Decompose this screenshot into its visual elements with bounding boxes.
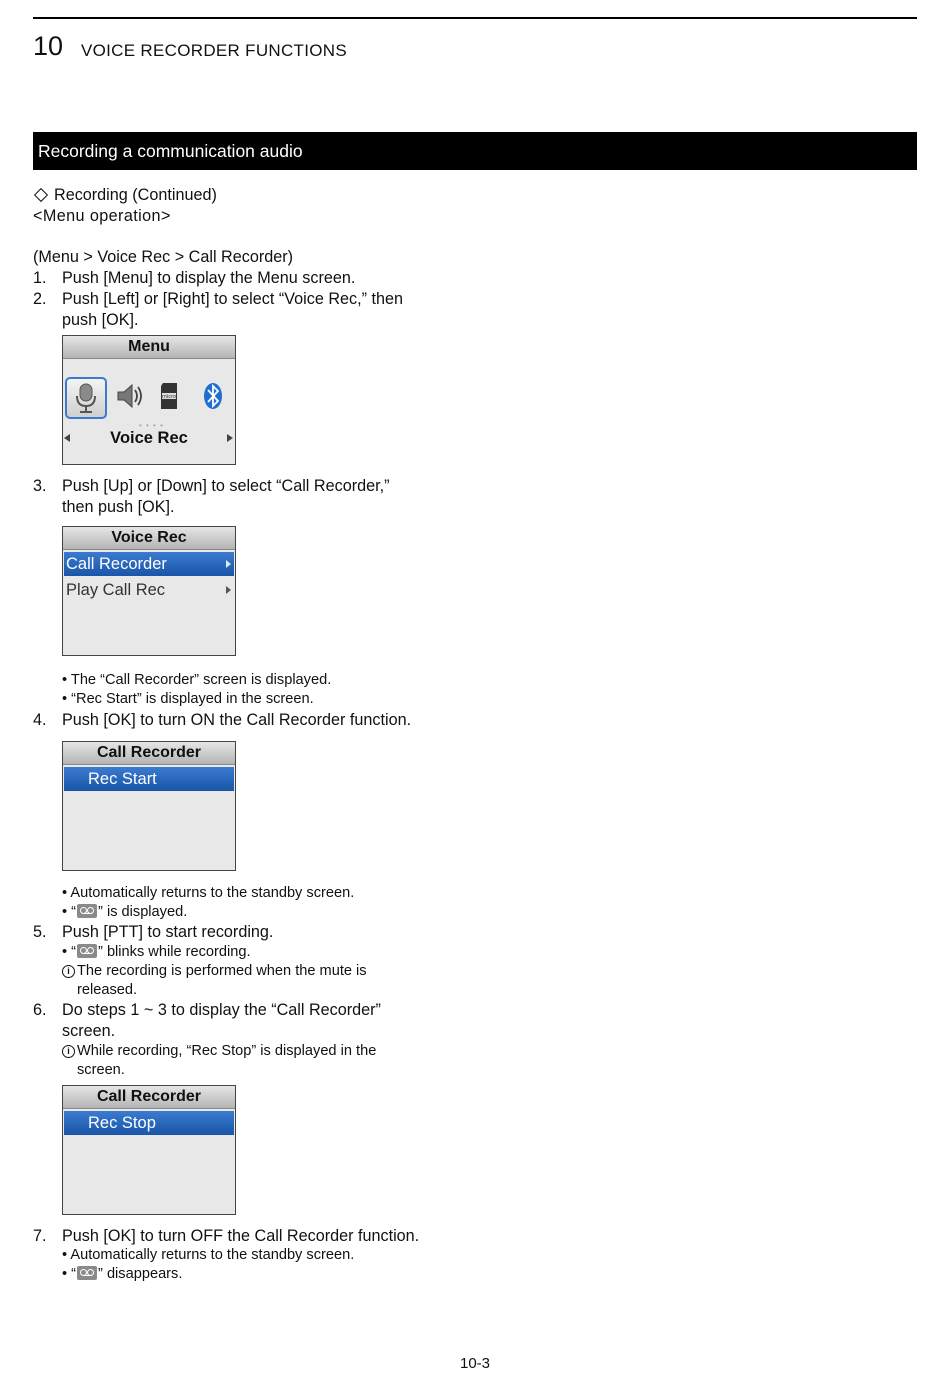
list-item-call-recorder: Call Recorder — [64, 552, 234, 576]
speaker-icon — [110, 377, 148, 415]
info-icon: i — [62, 965, 75, 978]
chapter-number: 10 — [33, 31, 64, 61]
step-text: then push [OK]. — [62, 498, 175, 516]
right-arrow-icon — [227, 434, 233, 442]
note: • The “Call Recorder” screen is displayed. — [62, 672, 332, 688]
menu-selected-label: Voice Rec — [110, 429, 188, 447]
step-number: 6. — [33, 1001, 47, 1019]
step-number: 3. — [33, 477, 47, 495]
chevron-right-icon — [226, 586, 231, 594]
step-text: Do steps 1 ~ 3 to display the “Call Recorder” — [62, 1001, 381, 1019]
menu-operation-label: <Menu operation> — [33, 207, 171, 225]
voice-record-icon — [77, 944, 97, 958]
step-text: Push [OK] to turn OFF the Call Recorder function. — [62, 1227, 420, 1245]
menu-path: (Menu > Voice Rec > Call Recorder) — [33, 248, 294, 266]
chapter-title: VOICE RECORDER FUNCTIONS — [81, 41, 347, 60]
header-rule — [33, 17, 917, 19]
screen-title: Call Recorder — [63, 1086, 235, 1109]
step-number: 4. — [33, 711, 47, 729]
svg-text:micro: micro — [161, 394, 177, 400]
list-item-play-call-rec: Play Call Rec — [64, 578, 234, 602]
chevron-right-icon — [226, 560, 231, 568]
note: • “ ” is displayed. — [62, 904, 188, 920]
note: • Automatically returns to the standby screen. — [62, 1247, 355, 1263]
screen-title: Voice Rec — [63, 527, 235, 550]
voice-record-icon — [77, 904, 97, 918]
screen-title: Menu — [63, 336, 235, 359]
microphone-icon — [65, 377, 107, 419]
info-note: i The recording is performed when the mute is — [62, 962, 367, 981]
step-number: 2. — [33, 290, 47, 308]
diamond-icon — [34, 188, 48, 202]
info-note: released. — [77, 982, 138, 998]
step-text: push [OK]. — [62, 311, 139, 329]
step-number: 5. — [33, 923, 47, 941]
voice-rec-screen — [62, 526, 236, 656]
step-text: Push [Menu] to display the Menu screen. — [62, 269, 356, 287]
call-recorder-stop-screen — [62, 1085, 236, 1215]
note: • “Rec Start” is displayed in the screen. — [62, 691, 314, 707]
call-recorder-start-screen — [62, 741, 236, 871]
voice-record-icon — [77, 1266, 97, 1280]
step-text: Push [Left] or [Right] to select “Voice Rec,” then — [62, 290, 404, 308]
step-number: 1. — [33, 269, 47, 287]
subheading: Recording (Continued) — [33, 185, 217, 205]
bluetooth-icon — [194, 377, 232, 415]
menu-screen — [62, 335, 236, 465]
info-note: screen. — [77, 1062, 125, 1078]
screen-title: Call Recorder — [63, 742, 235, 765]
step-text: Push [Up] or [Down] to select “Call Recorder,” — [62, 477, 390, 495]
page-dots: • • • • — [139, 421, 164, 430]
step-text: Push [OK] to turn ON the Call Recorder function. — [62, 711, 412, 729]
list-item-rec-start: Rec Start — [64, 767, 234, 791]
list-item-rec-stop: Rec Stop — [64, 1111, 234, 1135]
info-icon: i — [62, 1045, 75, 1058]
sd-card-icon — [151, 377, 189, 415]
section-title: Recording a communication audio — [38, 141, 303, 161]
note: • “ ” disappears. — [62, 1266, 183, 1282]
page-number: 10-3 — [459, 1355, 491, 1372]
info-note: i While recording, “Rec Stop” is displayed in the — [62, 1042, 376, 1061]
note: • Automatically returns to the standby screen. — [62, 885, 355, 901]
section-title-bar — [33, 132, 917, 170]
step-text: Push [PTT] to start recording. — [62, 923, 274, 941]
step-text: screen. — [62, 1022, 116, 1040]
step-number: 7. — [33, 1227, 47, 1245]
note: • “ ” blinks while recording. — [62, 944, 251, 960]
